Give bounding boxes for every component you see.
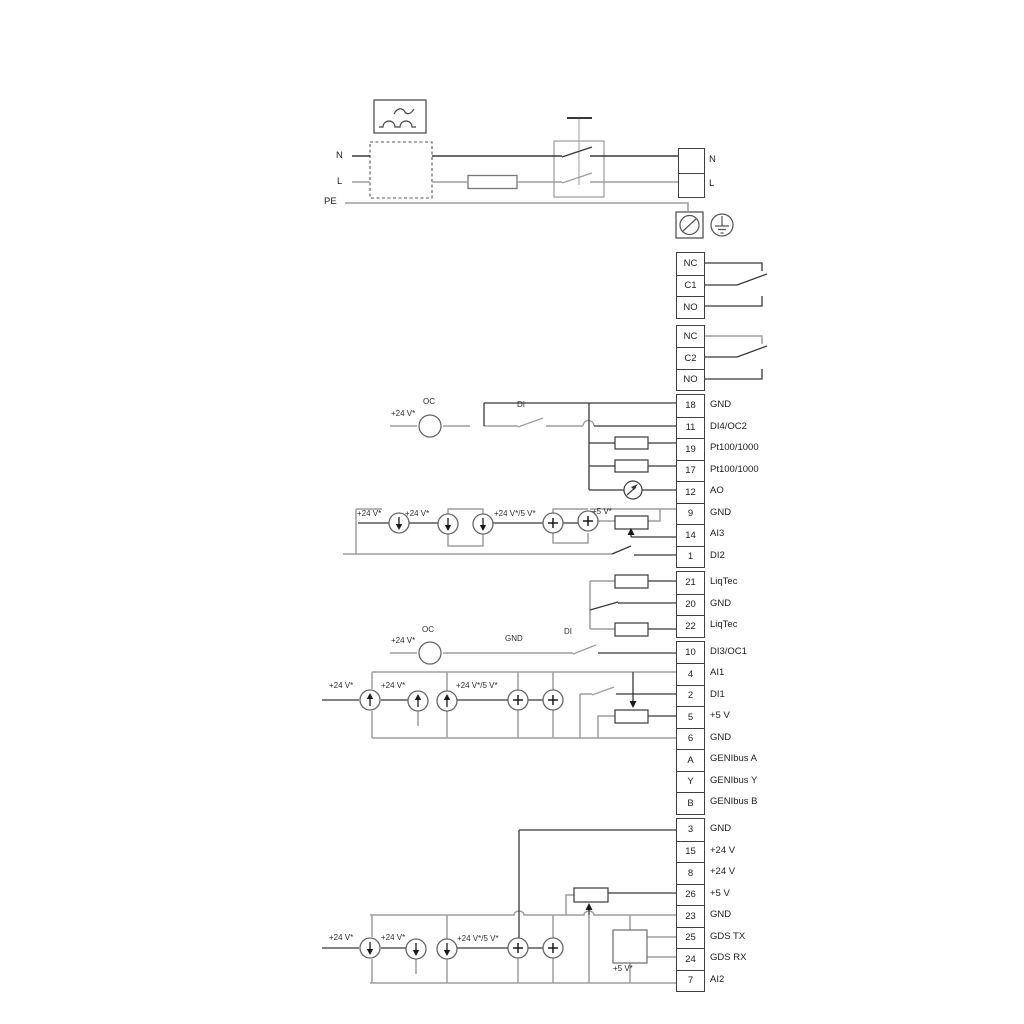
liqtec-wiring <box>590 575 676 636</box>
fuse <box>468 176 517 189</box>
mains-label-pe: PE <box>324 196 337 207</box>
potentiometer-wiper-arrow <box>586 903 593 910</box>
terminal-11: 11 <box>677 417 704 439</box>
current-source-down-icon <box>437 939 457 959</box>
terminal-label-24: GDS RX <box>710 952 747 963</box>
terminal-label-23: GND <box>710 909 732 920</box>
mains-terminal-n <box>679 149 704 173</box>
terminal-25: 25 <box>677 927 704 949</box>
terminal-label-10: DI3/OC1 <box>710 645 747 657</box>
relay-block-relay-2 <box>676 325 705 391</box>
current-source-up-icon <box>360 690 380 710</box>
voltage-source-icon <box>508 938 528 958</box>
mains-label-l: L <box>337 176 343 187</box>
terminal-label-Y: GENIbus Y <box>710 774 758 786</box>
voltage-source-icon <box>543 938 563 958</box>
relay-cell-NO: NO <box>677 296 704 318</box>
terminal-8: 8 <box>677 862 704 884</box>
terminal-20: 20 <box>677 594 704 616</box>
terminal-block-io-mid <box>676 641 705 815</box>
terminal-21: 21 <box>685 577 696 589</box>
terminal-label-11: DI4/OC2 <box>710 420 747 432</box>
annotation-v5: +5 V* <box>592 507 612 516</box>
terminal-label-14: AI3 <box>710 528 725 539</box>
annotation-oc: OC <box>422 625 434 634</box>
terminal-label-8: +24 V <box>710 866 736 877</box>
terminal-label-3: GND <box>710 823 732 834</box>
terminal-22: 22 <box>677 615 704 637</box>
terminal-9: 9 <box>677 503 704 525</box>
annotation-di: DI <box>517 400 525 409</box>
annotation-v5: +5 V* <box>613 964 633 973</box>
terminal-label-B: GENIbus B <box>710 796 758 807</box>
voltage-source-icon <box>543 513 563 533</box>
terminal-label-20: GND <box>710 597 732 609</box>
voltage-source-icon <box>508 690 528 710</box>
mains-terminal-l <box>679 173 704 197</box>
analog-output-meter-icon <box>624 481 642 499</box>
current-source-down-icon <box>473 514 493 534</box>
terminal-label-5: +5 V <box>710 710 730 721</box>
terminal-label-A: GENIbus A <box>710 753 757 764</box>
annotation-v24: +24 V* <box>381 681 406 690</box>
relay-1-wiring <box>703 263 767 306</box>
rcd-symbol-box <box>374 100 426 133</box>
main-switch-box <box>554 118 604 197</box>
terminal-block-io-top <box>676 394 705 568</box>
relay-cell-NC: NC <box>683 331 698 343</box>
terminal-label-22: LiqTec <box>710 619 738 630</box>
mains-terminal-label-l: L <box>709 178 715 189</box>
terminal-6: 6 <box>677 728 704 750</box>
terminal-19: 19 <box>677 438 704 460</box>
relay-cell-C2: C2 <box>677 347 704 368</box>
terminal-18: 18 <box>685 400 696 412</box>
io-bottom-wiring <box>322 830 676 983</box>
relay-block-relay-1 <box>676 252 705 319</box>
terminal-17: 17 <box>677 460 704 482</box>
terminal-10: 10 <box>685 646 696 658</box>
annotation-v24: +24 V* <box>329 933 354 942</box>
terminal-label-9: GND <box>710 506 732 518</box>
annotation-v24_5: +24 V*/5 V* <box>494 509 536 518</box>
current-source-down-icon <box>406 939 426 959</box>
terminal-1: 1 <box>677 546 704 568</box>
annotation-v24_5: +24 V*/5 V* <box>457 934 499 943</box>
annotation-oc: OC <box>423 397 435 406</box>
gds-sensor-box <box>613 930 647 963</box>
terminal-label-4: AI1 <box>710 667 725 678</box>
terminal-label-25: GDS TX <box>710 930 746 942</box>
terminal-12: 12 <box>677 481 704 503</box>
terminal-3: 3 <box>687 824 694 836</box>
terminal-7: 7 <box>677 970 704 992</box>
terminal-label-15: +24 V <box>710 844 736 856</box>
terminal-26: 26 <box>677 884 704 906</box>
current-source-down-icon <box>360 938 380 958</box>
terminal-label-18: GND <box>710 399 732 410</box>
annotation-v24: +24 V* <box>391 409 416 418</box>
voltage-source-icon <box>543 690 563 710</box>
relay-cell-NC: NC <box>683 258 698 270</box>
terminal-23: 23 <box>677 905 704 927</box>
terminal-label-2: DI1 <box>710 688 725 700</box>
annotation-v24: +24 V* <box>391 636 416 645</box>
terminal-14: 14 <box>677 524 704 546</box>
potentiometer-wiper-arrow <box>630 701 637 708</box>
relay-2-wiring <box>703 336 767 379</box>
terminal-15: 15 <box>677 841 704 863</box>
terminal-label-17: Pt100/1000 <box>710 463 759 475</box>
annotation-gnd: GND <box>505 634 523 643</box>
open-collector-icon <box>419 642 441 664</box>
annotation-v24: +24 V* <box>381 933 406 942</box>
current-source-down-icon <box>438 514 458 534</box>
mains-label-n: N <box>336 150 343 161</box>
terminal-label-1: DI2 <box>710 549 725 561</box>
earth-ground-icon <box>711 214 733 236</box>
current-source-up-icon <box>408 691 428 711</box>
annotation-v24_5: +24 V*/5 V* <box>456 681 498 690</box>
terminal-label-26: +5 V <box>710 887 730 899</box>
terminal-A: A <box>677 749 704 771</box>
current-source-up-icon <box>437 691 457 711</box>
terminal-2: 2 <box>677 685 704 707</box>
annotation-v24: +24 V* <box>329 681 354 690</box>
relay-cell-C1: C1 <box>677 275 704 297</box>
terminal-label-6: GND <box>710 731 732 743</box>
terminal-label-12: AO <box>710 485 724 496</box>
terminal-4: 4 <box>677 663 704 685</box>
terminal-label-21: LiqTec <box>710 576 738 587</box>
terminal-label-7: AI2 <box>710 973 725 985</box>
terminal-Y: Y <box>677 771 704 793</box>
terminal-5: 5 <box>677 706 704 728</box>
mains-terminal-label-n: N <box>709 154 716 165</box>
terminal-24: 24 <box>677 948 704 970</box>
open-collector-icon <box>419 415 441 437</box>
relay-cell-NO: NO <box>677 369 704 390</box>
terminal-label-19: Pt100/1000 <box>710 442 759 453</box>
annotation-di: DI <box>564 627 572 636</box>
mains-terminal-block <box>678 148 705 198</box>
terminal-block-liqtec <box>676 571 705 638</box>
filter-dashed-box <box>370 142 432 198</box>
annotation-v24: +24 V* <box>405 509 430 518</box>
terminal-block-io-bottom <box>676 818 705 992</box>
annotation-v24: +24 V* <box>357 509 382 518</box>
pe-screw-terminal <box>676 212 703 238</box>
terminal-B: B <box>677 792 704 814</box>
